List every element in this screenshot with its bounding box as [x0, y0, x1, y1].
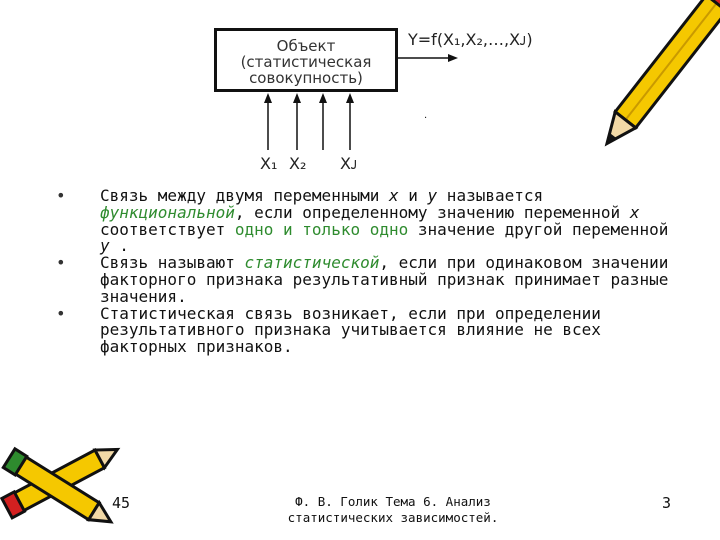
input-arrow-extra-head — [319, 93, 327, 103]
object-box-line: Объект — [276, 37, 336, 55]
footer-title-line: Ф. В. Голик Тема 6. Анализ — [295, 494, 491, 509]
pencil-icon — [590, 0, 720, 165]
bullet-text-segment: и — [398, 186, 428, 205]
formula-label: Y=f(X₁,X₂,…,Xᴊ) — [408, 30, 533, 49]
bullet-text-segment: y — [100, 236, 110, 256]
bullet-text-segment: . — [109, 236, 129, 256]
bullet-text-segment: соответствует — [100, 219, 235, 239]
bullet-item — [56, 188, 676, 255]
object-box-line: совокупность) — [249, 69, 363, 87]
xj-label: Xᴊ — [340, 154, 358, 173]
bullet-text-segment: Связь называют — [100, 253, 245, 273]
x1-label: X₁ — [260, 154, 278, 173]
bullet-text-segment: x — [629, 202, 640, 222]
stray-dot: . — [424, 110, 428, 121]
bullet-text-segment: статистической — [244, 253, 380, 273]
bullet-item — [56, 303, 676, 357]
bullet-text-segment: одно и только одно — [234, 219, 409, 239]
bullet-text-segment: x — [388, 186, 399, 205]
bullet-text-segment: , если при одинаковом значении факторного признака результативный признак принимает разные значения. — [100, 253, 669, 306]
bullet-text-segment: значение другой переменной — [408, 219, 669, 239]
bullet-text-segment: называется — [437, 186, 544, 205]
footer-date: 45 — [112, 494, 131, 512]
bullet-list — [56, 188, 676, 356]
page-number: 3 — [662, 494, 672, 512]
bullet-text-segment: Статистическая связь возникает, если при определении результативного признака учитывается влияние не всех факторных признаков. — [100, 303, 601, 357]
crossed-pencils-icon — [0, 420, 130, 540]
input-arrow-x2-head — [293, 93, 301, 103]
input-arrow-x1-head — [264, 93, 272, 103]
object-box-line: (статистическая — [240, 53, 372, 71]
bullet-text-segment: y — [427, 186, 438, 205]
bullet-text-segment: , если определенному значению переменной — [234, 202, 630, 222]
input-arrow-xj-head — [346, 93, 354, 103]
output-arrow-head — [448, 54, 458, 62]
footer-title — [278, 494, 508, 526]
bullet-text-segment: Связь между двумя переменными — [100, 186, 389, 205]
footer-title-line: статистических зависимостей. — [287, 510, 499, 525]
x2-label: X₂ — [289, 154, 307, 173]
bullet-text-segment: функциональной — [100, 202, 235, 222]
bullet-item — [56, 255, 676, 305]
